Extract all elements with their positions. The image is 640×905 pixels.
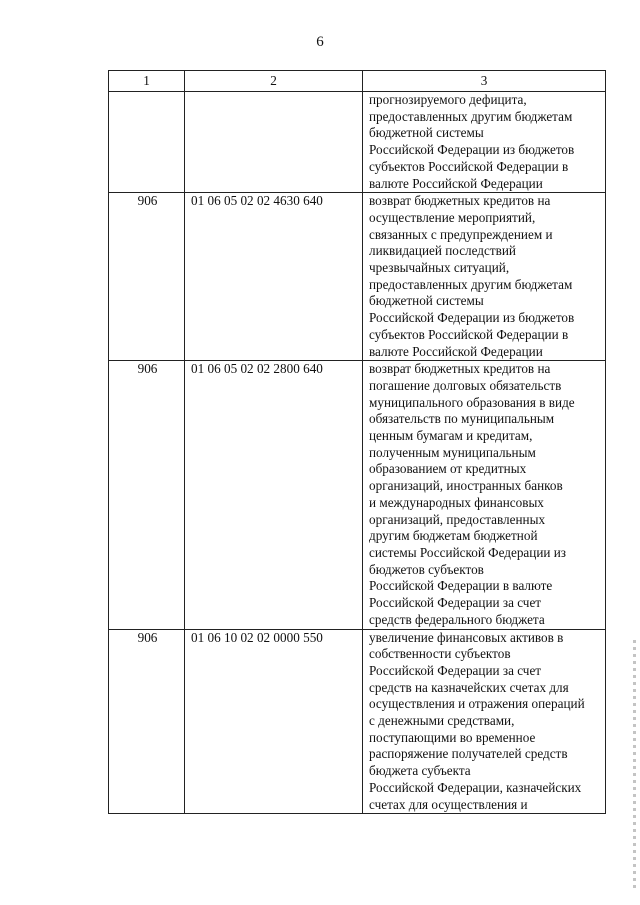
description-line: Российской Федерации из бюджетов xyxy=(369,310,575,326)
description-cell xyxy=(363,193,606,361)
classification-code-cell: 01 06 05 02 02 4630 640 xyxy=(185,193,363,361)
description-line: связанных с предупреждением и xyxy=(369,226,553,242)
description-cell xyxy=(363,629,606,814)
description-line: бюджета субъекта xyxy=(369,763,471,779)
table-row xyxy=(109,193,606,361)
description-line: обязательств по муниципальным xyxy=(369,411,555,427)
description-line: валюте Российской Федерации xyxy=(369,343,543,359)
table-row xyxy=(109,629,606,814)
admin-code-cell: 906 xyxy=(109,629,185,814)
description-line: и международных финансовых xyxy=(369,494,544,510)
column-header-1: 1 xyxy=(109,71,185,92)
table-header-row xyxy=(109,71,606,92)
description-line: собственности субъектов xyxy=(369,646,511,662)
description-line: Российской Федерации за счет xyxy=(369,595,542,611)
description-line: полученным муниципальным xyxy=(369,444,536,460)
description-line: чрезвычайных ситуаций, xyxy=(369,260,510,276)
description-line: осуществления и отражения операций xyxy=(369,696,585,712)
description-line: предоставленных другим бюджетам xyxy=(369,108,573,124)
description-line: ликвидацией последствий xyxy=(369,243,516,259)
description-line: прогнозируемого дефицита, xyxy=(369,92,527,107)
description-line: предоставленных другим бюджетам xyxy=(369,276,573,292)
description-line: средств федерального бюджета xyxy=(369,611,545,627)
description-line: системы Российской Федерации из xyxy=(369,544,567,560)
description-line: средств на казначейских счетах для xyxy=(369,679,569,695)
description-line: осуществление мероприятий, xyxy=(369,209,536,225)
table-row xyxy=(109,92,606,193)
description-line: бюджетов субъектов xyxy=(369,561,484,577)
description-line: поступающими во временное xyxy=(369,729,536,745)
description-line: возврат бюджетных кредитов на xyxy=(369,193,551,209)
budget-classification-table xyxy=(108,70,606,814)
description-line: муниципального образования в виде xyxy=(369,394,575,410)
classification-code-cell: 01 06 05 02 02 2800 640 xyxy=(185,361,363,629)
admin-code-cell: 906 xyxy=(109,361,185,629)
description-line: другим бюджетам бюджетной xyxy=(369,528,538,544)
description-line: бюджетной системы xyxy=(369,293,484,309)
column-header-2: 2 xyxy=(185,71,363,92)
description-line: распоряжение получателей средств xyxy=(369,746,568,762)
description-line: с денежными средствами, xyxy=(369,713,515,729)
description-line: субъектов Российской Федерации в xyxy=(369,326,569,342)
description-line: Российской Федерации в валюте xyxy=(369,578,553,594)
description-line: образованием от кредитных xyxy=(369,461,527,477)
description-line: организаций, иностранных банков xyxy=(369,478,563,494)
admin-code-cell xyxy=(109,92,185,193)
description-line: организаций, предоставленных xyxy=(369,511,546,527)
description-line: Российской Федерации из бюджетов xyxy=(369,142,575,158)
admin-code-cell: 906 xyxy=(109,193,185,361)
description-line: возврат бюджетных кредитов на xyxy=(369,361,551,377)
description-line: субъектов Российской Федерации в xyxy=(369,158,569,174)
description-line: Российской Федерации, казначейских xyxy=(369,779,582,795)
description-line: увеличение финансовых активов в xyxy=(369,629,564,645)
table-row xyxy=(109,361,606,629)
page-number: 6 xyxy=(316,34,324,50)
description-line: бюджетной системы xyxy=(369,125,484,141)
description-line: валюте Российской Федерации xyxy=(369,175,543,191)
classification-code-cell xyxy=(185,92,363,193)
column-header-3: 3 xyxy=(363,71,606,92)
description-line: Российской Федерации за счет xyxy=(369,662,542,678)
description-line: ценным бумагам и кредитам, xyxy=(369,428,533,444)
description-line: счетах для осуществления и xyxy=(369,796,528,812)
description-cell xyxy=(363,92,606,193)
description-cell xyxy=(363,361,606,629)
classification-code-cell: 01 06 10 02 02 0000 550 xyxy=(185,629,363,814)
description-line: погашение долговых обязательств xyxy=(369,377,562,393)
scan-edge-marks xyxy=(633,640,636,890)
